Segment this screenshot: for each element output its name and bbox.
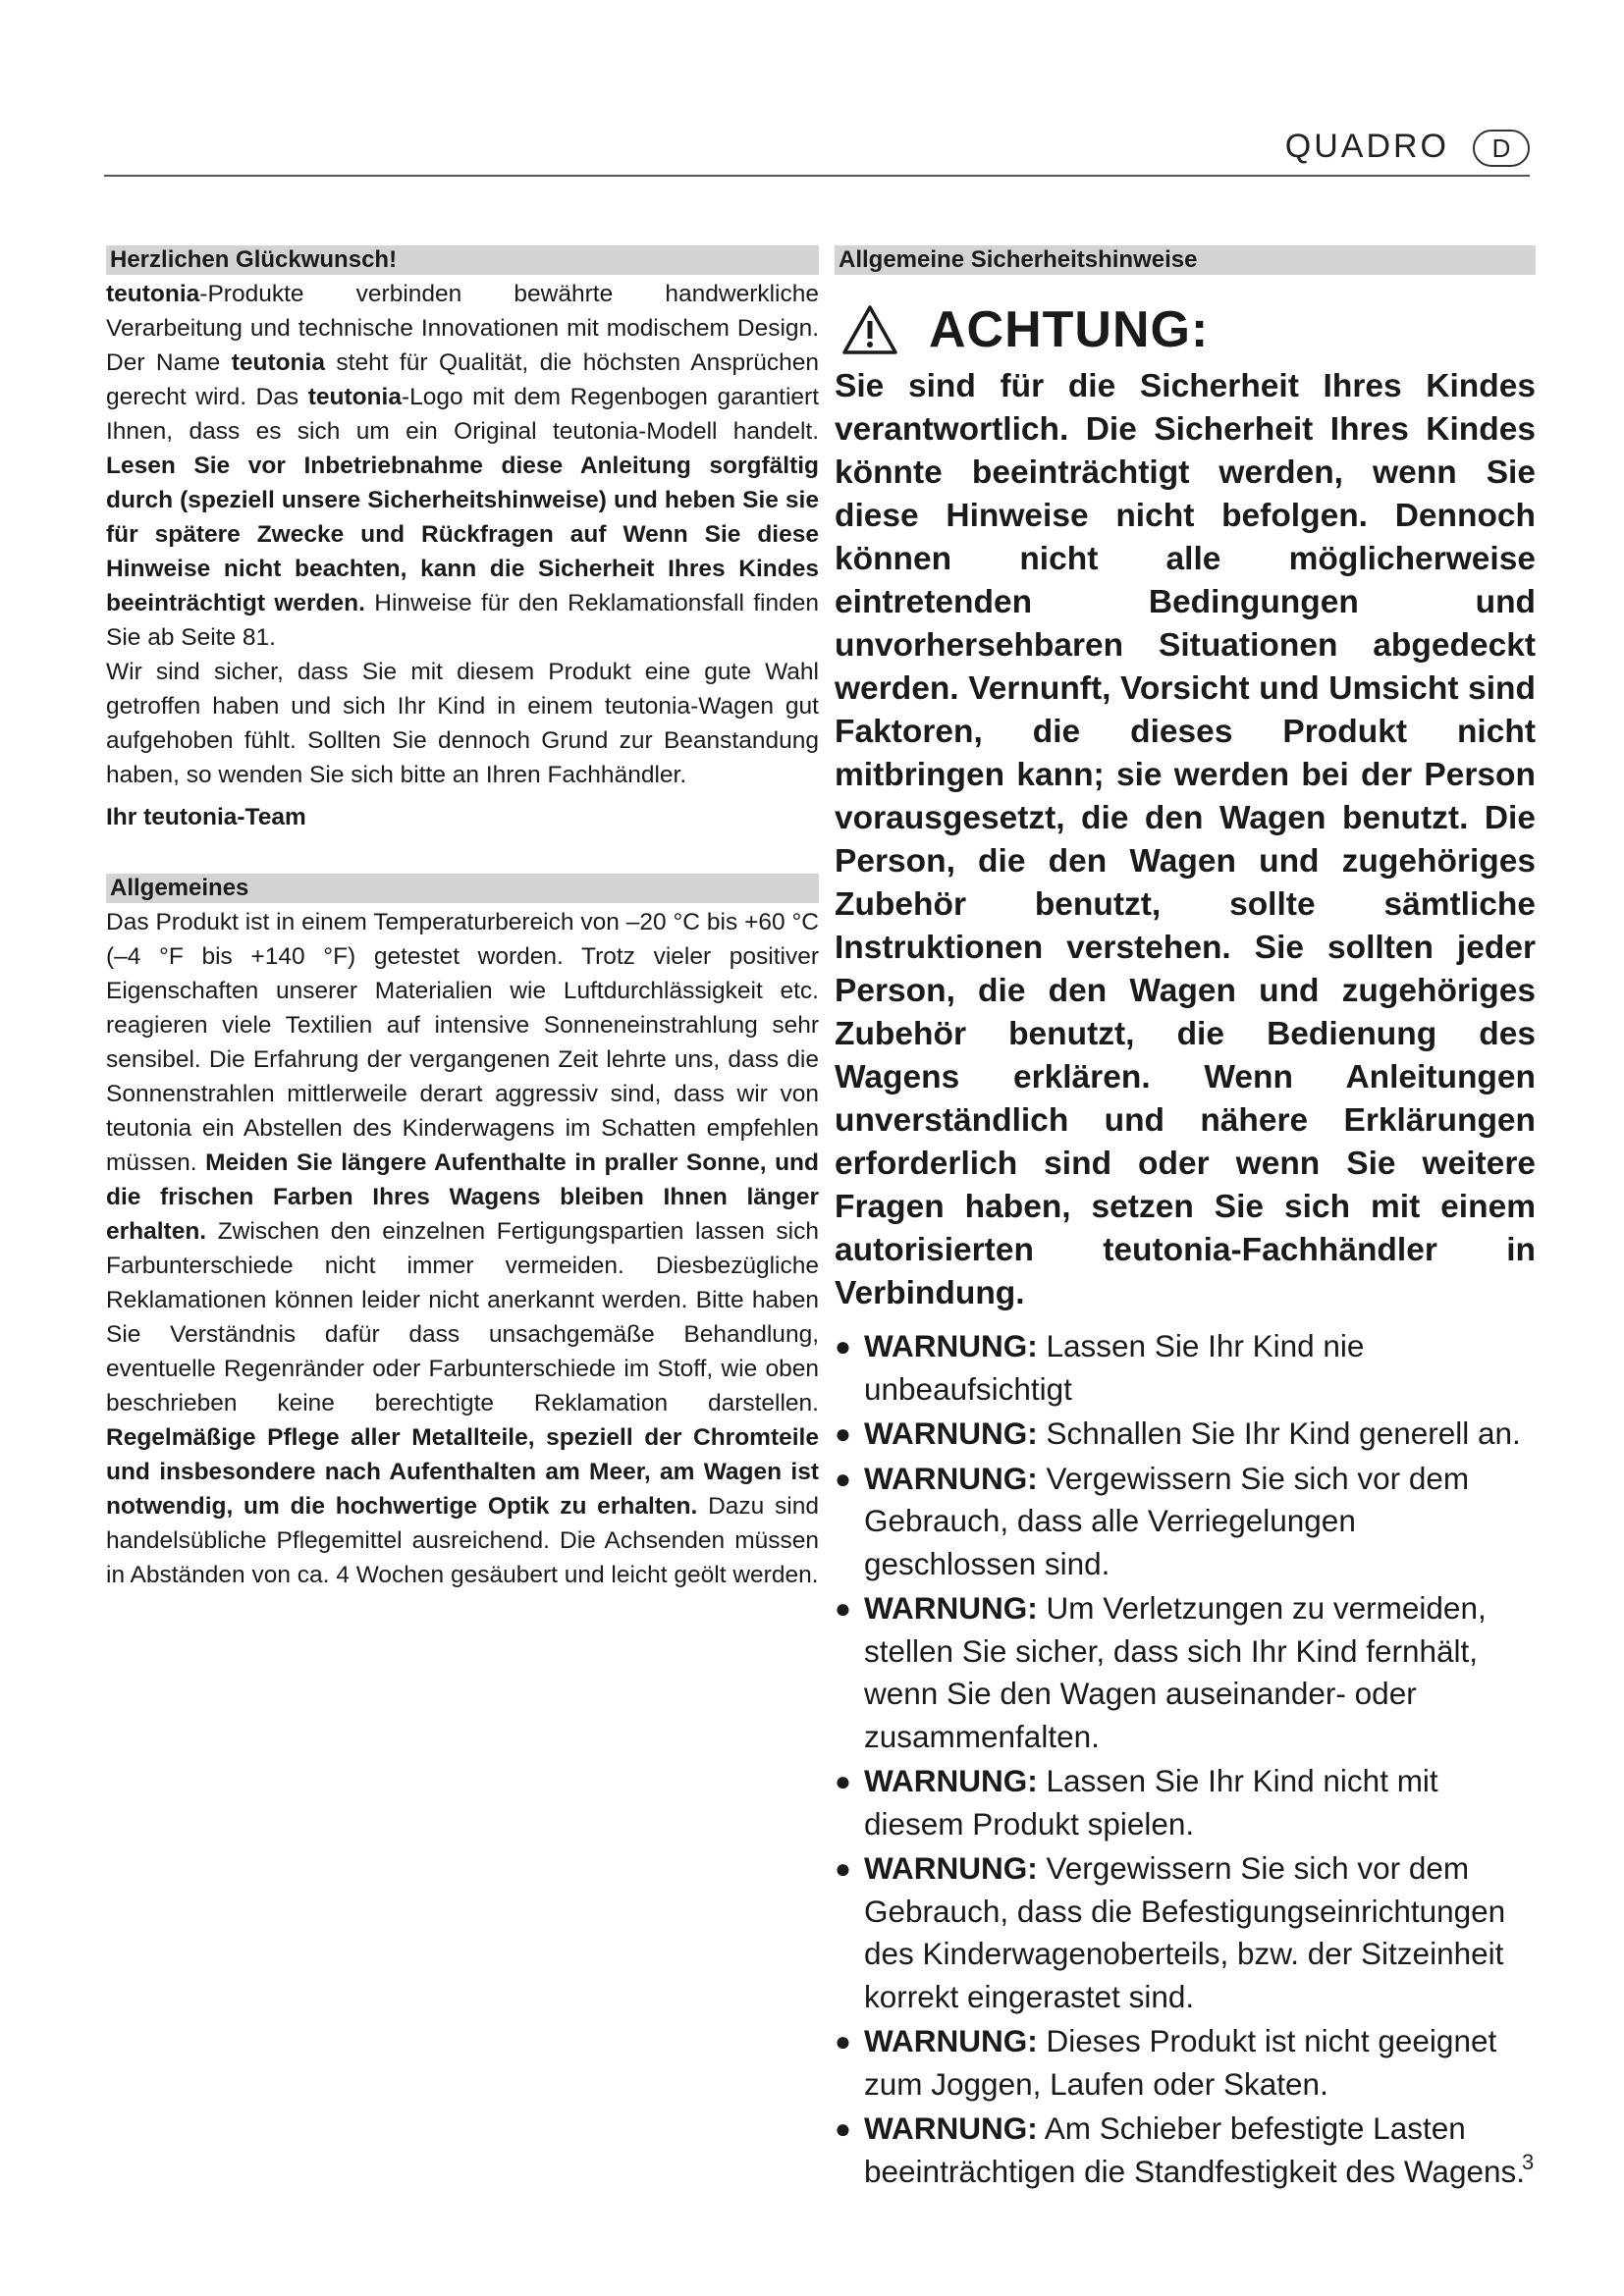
bullet-icon: ● xyxy=(835,1593,851,1624)
bullet-icon: ● xyxy=(835,2113,851,2144)
warning-item: ● WARNUNG: Lassen Sie Ihr Kind nie unbeaufsichtigt xyxy=(835,1325,1536,1411)
signature: Ihr teutonia-Team xyxy=(106,804,306,830)
bullet-icon: ● xyxy=(835,1853,851,1884)
warning-triangle-icon xyxy=(840,303,899,356)
warning-item: ● WARNUNG: Vergewissern Sie sich vor dem Gebrauch, dass die Befestigungseinrichtungen des Kinderwagenoberteils, bzw. der Sitzeinheit korrekt eingerastet sind. xyxy=(835,1847,1536,2018)
warning-item: ● WARNUNG: Dieses Produkt ist nicht geeignet zum Joggen, Laufen oder Skaten. xyxy=(835,2020,1536,2106)
bullet-icon: ● xyxy=(835,1418,851,1449)
warning-item: ● WARNUNG: Am Schieber befestigte Lasten beeinträchtigen die Standfestigkeit des Wagens. xyxy=(835,2108,1536,2193)
congrats-heading: Herzlichen Glückwunsch! xyxy=(106,245,819,275)
safety-text: Sie sind für die Sicherheit Ihres Kindes verantwortlich. Die Sicherheit Ihres Kindes könnte beeinträchtigt werden, wenn Sie diese Hinweise nicht befolgen. Dennoch können nicht alle möglicherweise eintretenden Bedingungen und unvorhersehbaren Situationen abgedeckt werden. Vernunft, Vorsicht und Umsicht sind Faktoren, die dieses Produkt nicht mitbringen kann; sie werden bei der Person vorausgesetzt, die den Wagen benutzt. Die Person, die den Wagen und zugehöriges Zubehör benutzt, sollte sämtliche Instruktionen verstehen. Sie sollten jeder Person, die den Wagen und zugehöriges Zubehör benutzt, die Bedienung des Wagens erklären. Wenn Anleitungen unverständlich und nähere Erklärungen erforderlich sind oder wenn Sie weitere Fragen haben, setzen Sie sich mit einem autorisierten teutonia-Fachhändler in Verbindung. xyxy=(835,368,1536,1311)
bullet-icon: ● xyxy=(835,1331,851,1362)
choice-paragraph: Wir sind sicher, dass Sie mit diesem Produkt eine gute Wahl getroffen haben und sich Ihr Kind in einem teutonia-Wagen gut aufgehoben fühlt. Sollten Sie dennoch Grund zur Beanstandung haben, so wenden Sie sich bitte an Ihren Fachhändler. xyxy=(106,659,819,788)
page-header xyxy=(104,126,1530,177)
bullet-icon: ● xyxy=(835,2026,851,2056)
safety-heading: Allgemeine Sicherheitshinweise xyxy=(835,245,1536,275)
warning-item: ● WARNUNG: Vergewissern Sie sich vor dem Gebrauch, dass alle Verriegelungen geschlossen sind. xyxy=(835,1458,1536,1586)
warning-list xyxy=(835,1325,1536,2193)
warning-item: ● WARNUNG: Um Verletzungen zu vermeiden, stellen Sie sicher, dass sich Ihr Kind fernhält, wenn Sie den Wagen auseinander- oder zusammenfalten. xyxy=(835,1587,1536,1758)
achtung-row xyxy=(835,300,1536,359)
language-badge: D xyxy=(1473,130,1530,167)
achtung-title: ACHTUNG: xyxy=(929,301,1210,358)
bullet-icon: ● xyxy=(835,1463,851,1494)
general-paragraph: Das Produkt ist in einem Temperaturbereich von –20 °C bis +60 °C (–4 °F bis +140 °F) getestet worden. Trotz vieler positiver Eigenschaften unserer Materialien wie Luftdurchlässigkeit etc. reagieren viele Textilien auf intensive Sonneneinstrahlung sehr sensibel. Die Erfahrung der vergangenen Zeit lehrte uns, dass die Sonnenstrahlen mittlerweile derart aggressiv sind, dass wir von teutonia ein Abstellen des Kinderwagens im Schatten empfehlen müssen. Meiden Sie längere Aufenthalte in praller Sonne, und die frischen Farben Ihres Wagens bleiben Ihnen länger erhalten. Zwischen den einzelnen Fertigungspartien lassen sich Farbunterschiede nicht immer vermeiden. Diesbezügliche Reklamationen können leider nicht anerkannt werden. Bitte haben Sie Verständnis dafür dass unsachgemäße Behandlung, eventuelle Regenränder oder Farbunterschiede im Stoff, wie oben beschrieben keine berechtigte Reklamation darstellen. Regelmäßige Pflege aller Metallteile, speziell der Chromteile und insbesondere nach Aufenthalten am Meer, am Wagen ist notwendig, um die hochwertige Optik zu erhalten. Dazu sind handelsübliche Pflegemittel ausreichend. Die Achsenden müssen in Abständen von ca. 4 Wochen gesäubert und leicht geölt werden. xyxy=(106,909,819,1588)
product-name: QUADRO xyxy=(1284,128,1449,165)
left-column xyxy=(106,245,819,1592)
warning-item: ● WARNUNG: Schnallen Sie Ihr Kind generell an. xyxy=(835,1413,1536,1456)
bullet-icon: ● xyxy=(835,1766,851,1796)
page-number: 3 xyxy=(1522,2150,1535,2174)
general-heading: Allgemeines xyxy=(106,874,819,903)
intro-paragraph: teutonia-Produkte verbinden bewährte handwerkliche Verarbeitung und technische Innovationen mit modischem Design. Der Name teutonia steht für Qualität, die höchsten Ansprüchen gerecht wird. Das teutonia-Logo mit dem Regenbogen garantiert Ihnen, dass es sich um ein Original teutonia-Modell handelt. Lesen Sie vor Inbetriebnahme diese Anleitung sorgfältig durch (speziell unsere Sicherheitshinweise) und heben Sie sie für spätere Zwecke und Rückfragen auf Wenn Sie diese Hinweise nicht beachten, kann die Sicherheit Ihres Kindes beeinträchtigt werden. Hinweise für den Reklamationsfall finden Sie ab Seite 81. xyxy=(106,281,819,651)
warning-item: ● WARNUNG: Lassen Sie Ihr Kind nicht mit diesem Produkt spielen. xyxy=(835,1760,1536,1845)
right-column xyxy=(835,245,1536,2195)
